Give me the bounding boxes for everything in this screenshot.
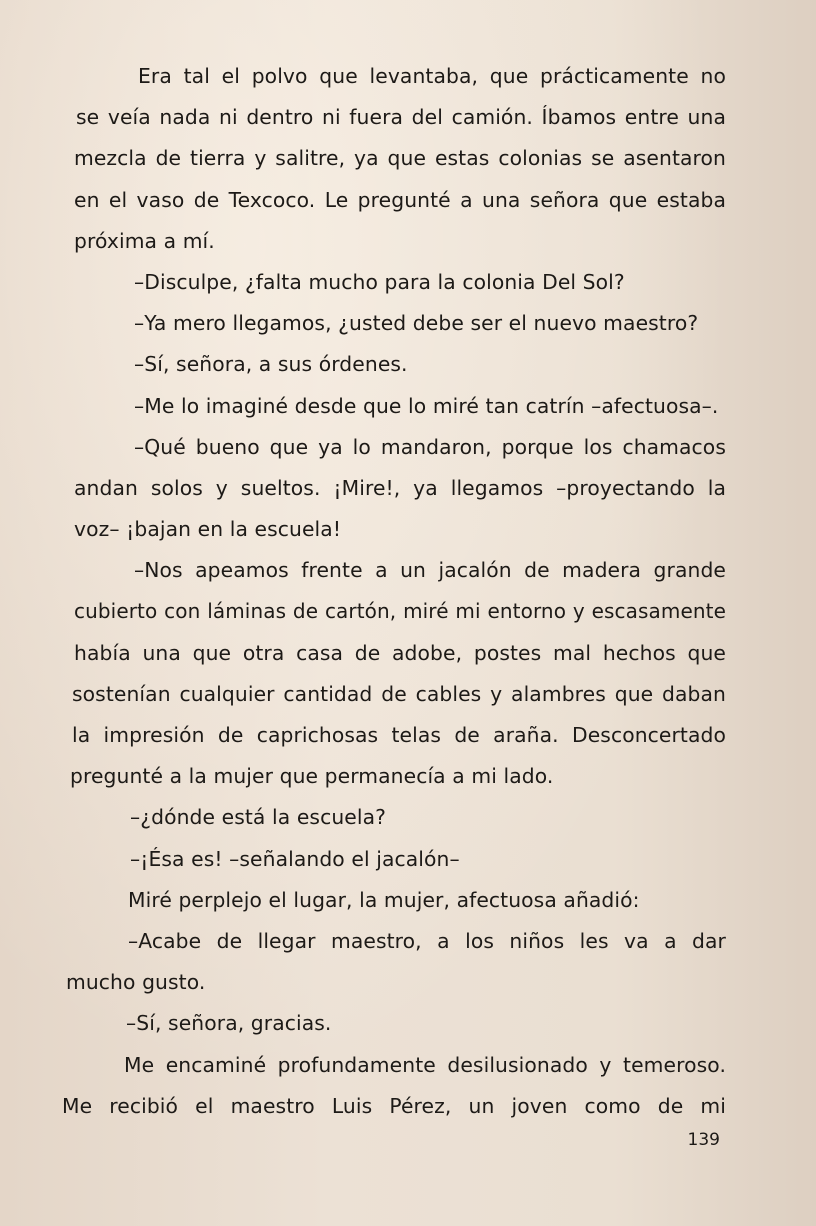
- text-line: mezcla de tierra y salitre, ya que estas colonias se asentaron: [74, 146, 726, 171]
- text-line: –Disculpe, ¿falta mucho para la colonia Del Sol?: [134, 269, 625, 294]
- text-line: Miré perplejo el lugar, la mujer, afectuosa añadió:: [128, 887, 640, 912]
- text-line: –Me lo imaginé desde que lo miré tan catrín –afectuosa–.: [134, 393, 719, 418]
- text-line: Me encaminé profundamente desilusionado y temeroso.: [124, 1052, 726, 1077]
- text-line: andan solos y sueltos. ¡Mire!, ya llegamos –proyectando la: [74, 475, 726, 500]
- text-line: Me recibió el maestro Luis Pérez, un joven como de mi: [62, 1093, 726, 1118]
- text-line: próxima a mí.: [74, 228, 215, 253]
- text-line: –Sí, señora, gracias.: [126, 1011, 332, 1036]
- text-line: –Sí, señora, a sus órdenes.: [134, 352, 408, 377]
- text-line: Era tal el polvo que levantaba, que prácticamente no: [138, 64, 726, 88]
- text-line: –¡Ésa es! –señalando el jacalón–: [130, 846, 460, 871]
- text-line: la impresión de caprichosas telas de araña. Desconcertado: [72, 723, 726, 747]
- text-line: –Ya mero llegamos, ¿usted debe ser el nuevo maestro?: [134, 311, 699, 336]
- text-line: voz– ¡bajan en la escuela!: [74, 517, 342, 542]
- text-line: cubierto con láminas de cartón, miré mi entorno y escasamente: [74, 599, 726, 624]
- page-body: [62, 56, 726, 1127]
- page-number: 139: [687, 1130, 720, 1150]
- text-line: –Nos apeamos frente a un jacalón de madera grande: [134, 558, 726, 583]
- text-line: mucho gusto.: [66, 970, 206, 995]
- text-line: se veía nada ni dentro ni fuera del camión. Íbamos entre una: [76, 105, 726, 130]
- text-line: –Acabe de llegar maestro, a los niños les va a dar: [128, 928, 726, 953]
- text-line: pregunté a la mujer que permanecía a mi lado.: [70, 764, 554, 789]
- text-line: en el vaso de Texcoco. Le pregunté a una señora que estaba: [74, 187, 726, 212]
- text-line: sostenían cualquier cantidad de cables y alambres que daban: [72, 681, 726, 706]
- text-line: –¿dónde está la escuela?: [130, 805, 386, 830]
- text-line: –Qué bueno que ya lo mandaron, porque los chamacos: [134, 434, 726, 459]
- text-line: había una que otra casa de adobe, postes mal hechos que: [74, 640, 726, 665]
